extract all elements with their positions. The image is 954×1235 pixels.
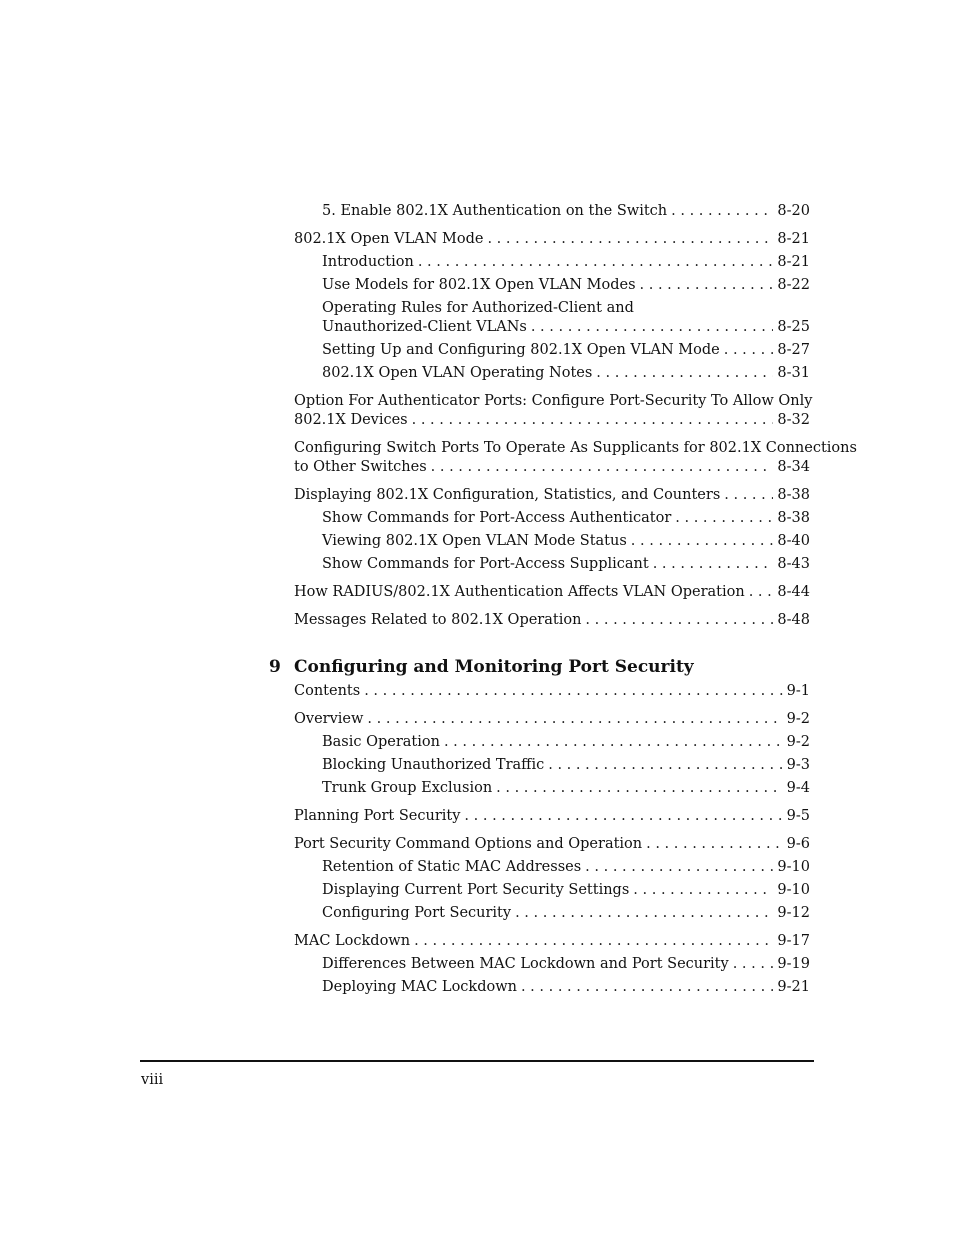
toc-entry-row [322, 756, 810, 775]
toc-entry-page: 8-32 [777, 412, 810, 428]
toc-entry-title: Displaying 802.1X Configuration, Statistics, and Counters [294, 486, 724, 505]
toc-section-chapter-9 [294, 682, 810, 997]
toc-entry-page: 9-17 [777, 933, 810, 949]
dot-leader [653, 555, 774, 574]
toc-entry-page: 8-34 [777, 459, 810, 475]
toc-entry[interactable] [322, 555, 810, 574]
toc-entry-title: Show Commands for Port-Access Supplicant [322, 555, 653, 574]
toc-entry-title: Show Commands for Port-Access Authenticator [322, 509, 675, 528]
dot-leader [444, 733, 783, 752]
toc-entry-title: Planning Port Security [294, 807, 464, 826]
toc-entry-title-line: Operating Rules for Authorized-Client and [322, 300, 634, 316]
toc-entry-row [294, 807, 810, 826]
chapter-number: 9 [269, 657, 281, 677]
toc-entry-title: Overview [294, 710, 367, 729]
dot-leader [414, 932, 773, 951]
dot-leader [367, 710, 782, 729]
chapter-heading [269, 656, 810, 678]
toc-entry-row [294, 583, 810, 602]
toc-entry[interactable] [322, 276, 810, 295]
toc-entry[interactable] [322, 733, 810, 752]
toc-entry-row [322, 555, 810, 574]
dot-leader [548, 756, 782, 775]
toc-entry[interactable] [322, 509, 810, 528]
toc-entry-page: 9-5 [786, 808, 810, 824]
dot-leader [585, 611, 773, 630]
toc-entry-title-line: Configuring Switch Ports To Operate As Supplicants for 802.1X Connections [294, 440, 857, 456]
toc-entry-title: 802.1X Open VLAN Operating Notes [322, 364, 596, 383]
dot-leader [671, 202, 773, 221]
toc-entry-page: 8-27 [777, 342, 810, 358]
toc-entry[interactable] [322, 779, 810, 798]
toc-entry[interactable] [322, 756, 810, 775]
toc-entry-page: 8-38 [777, 510, 810, 526]
toc-entry-title: Setting Up and Configuring 802.1X Open VLAN Mode [322, 341, 724, 360]
toc-entry-title: MAC Lockdown [294, 932, 414, 951]
toc-entry[interactable] [294, 710, 810, 729]
toc-entry-row [322, 253, 810, 272]
toc-entry-title-line: Option For Authenticator Ports: Configure Port-Security To Allow Only [294, 393, 813, 409]
toc-entry-page: 8-21 [777, 254, 810, 270]
toc-entry[interactable] [294, 682, 810, 701]
toc-entry-title: Unauthorized-Client VLANs [322, 318, 531, 337]
toc-entry-row [322, 509, 810, 528]
toc-entry[interactable] [294, 486, 810, 505]
toc-entry-title: Port Security Command Options and Operation [294, 835, 646, 854]
dot-leader [724, 486, 773, 505]
toc-entry-page: 8-31 [777, 365, 810, 381]
toc-entry-row [322, 779, 810, 798]
toc-entry-row [294, 682, 810, 701]
toc-entry-row [322, 202, 810, 221]
toc-entry-row [294, 835, 810, 854]
toc-entry[interactable] [294, 439, 857, 477]
toc-entry-row [322, 955, 810, 974]
footer-rule [140, 1060, 814, 1062]
toc-entry[interactable] [294, 583, 810, 602]
toc-entry-row [294, 411, 810, 430]
toc-entry-title: to Other Switches [294, 458, 431, 477]
toc-entry[interactable] [322, 978, 810, 997]
toc-entry-title: Retention of Static MAC Addresses [322, 858, 585, 877]
dot-leader [724, 341, 774, 360]
toc-entry-title: Basic Operation [322, 733, 444, 752]
toc-entry-title: Blocking Unauthorized Traffic [322, 756, 548, 775]
toc-entry[interactable] [322, 532, 810, 551]
toc-entry-title: Introduction [322, 253, 418, 272]
toc-entry-page: 9-4 [786, 780, 810, 796]
toc-entry[interactable] [294, 230, 810, 249]
toc-entry[interactable] [322, 881, 810, 900]
toc-section-chapter-8 [294, 202, 857, 630]
toc-entry-title: 802.1X Devices [294, 411, 412, 430]
toc-entry[interactable] [322, 299, 810, 337]
dot-leader [633, 881, 773, 900]
dot-leader [487, 230, 773, 249]
dot-leader [412, 411, 774, 430]
dot-leader [646, 835, 783, 854]
toc-entry-title: Configuring Port Security [322, 904, 515, 923]
toc-entry-title: Contents [294, 682, 364, 701]
toc-entry-page: 9-2 [786, 711, 810, 727]
toc-entry-page: 9-1 [786, 683, 810, 699]
toc-entry-title: 5. Enable 802.1X Authentication on the Switch [322, 202, 671, 221]
dot-leader [521, 978, 773, 997]
toc-entry[interactable] [322, 253, 810, 272]
dot-leader [364, 682, 782, 701]
toc-entry-row [294, 486, 810, 505]
dot-leader [515, 904, 773, 923]
dot-leader [464, 807, 782, 826]
toc-entry-title: 802.1X Open VLAN Mode [294, 230, 487, 249]
dot-leader [733, 955, 774, 974]
toc-entry-row [294, 932, 810, 951]
toc-entry-row [322, 318, 810, 337]
toc-entry-row [322, 276, 810, 295]
toc-entry-row [322, 733, 810, 752]
toc-entry-row [322, 341, 810, 360]
toc-entry-title: How RADIUS/802.1X Authentication Affects VLAN Operation [294, 583, 749, 602]
toc-entry-title: Deploying MAC Lockdown [322, 978, 521, 997]
toc-entry-row [322, 858, 810, 877]
toc-entry[interactable] [294, 932, 810, 951]
toc-entry-row [322, 364, 810, 383]
toc-entry-page: 8-44 [777, 584, 810, 600]
toc-entry-page: 9-6 [786, 836, 810, 852]
footer-page-number: viii [141, 1072, 164, 1088]
toc-entry[interactable] [294, 807, 810, 826]
dot-leader [749, 583, 774, 602]
dot-leader [675, 509, 773, 528]
toc-entry-title: Trunk Group Exclusion [322, 779, 496, 798]
toc-entry-row [322, 978, 810, 997]
dot-leader [418, 253, 774, 272]
toc-entry[interactable] [322, 904, 810, 923]
toc-entry-title: Use Models for 802.1X Open VLAN Modes [322, 276, 640, 295]
toc-entry[interactable] [294, 611, 810, 630]
dot-leader [496, 779, 782, 798]
toc-entry[interactable] [294, 392, 813, 430]
table-of-contents [269, 202, 857, 997]
toc-entry-page: 8-40 [777, 533, 810, 549]
toc-entry-row [322, 532, 810, 551]
toc-entry-page: 9-10 [777, 859, 810, 875]
toc-entry-page: 8-48 [777, 612, 810, 628]
toc-entry-row [294, 611, 810, 630]
toc-entry-title: Messages Related to 802.1X Operation [294, 611, 585, 630]
toc-entry-page: 8-21 [777, 231, 810, 247]
toc-entry[interactable] [322, 202, 810, 221]
toc-entry-title: Displaying Current Port Security Settings [322, 881, 633, 900]
toc-entry[interactable] [322, 364, 810, 383]
toc-entry-page: 9-12 [777, 905, 810, 921]
toc-entry[interactable] [294, 835, 810, 854]
toc-entry-page: 8-20 [777, 203, 810, 219]
dot-leader [596, 364, 773, 383]
toc-entry-row [294, 710, 810, 729]
toc-entry-title: Differences Between MAC Lockdown and Port Security [322, 955, 733, 974]
toc-entry-row [294, 458, 810, 477]
chapter-title: Configuring and Monitoring Port Security [294, 657, 694, 677]
toc-entry[interactable] [322, 341, 810, 360]
toc-entry-page: 9-3 [786, 757, 810, 773]
dot-leader [585, 858, 773, 877]
toc-entry-page: 8-43 [777, 556, 810, 572]
dot-leader [431, 458, 774, 477]
toc-entry-page: 8-25 [777, 319, 810, 335]
toc-entry-title: Viewing 802.1X Open VLAN Mode Status [322, 532, 631, 551]
toc-entry-page: 8-22 [777, 277, 810, 293]
toc-entry-page: 8-38 [777, 487, 810, 503]
dot-leader [531, 318, 774, 337]
toc-entry[interactable] [322, 858, 810, 877]
toc-entry-page: 9-21 [777, 979, 810, 995]
toc-entry-page: 9-19 [777, 956, 810, 972]
toc-entry-page: 9-10 [777, 882, 810, 898]
dot-leader [640, 276, 774, 295]
dot-leader [631, 532, 774, 551]
toc-entry-page: 9-2 [786, 734, 810, 750]
toc-entry-row [294, 230, 810, 249]
toc-entry-row [322, 904, 810, 923]
toc-entry-row [322, 881, 810, 900]
toc-entry[interactable] [322, 955, 810, 974]
